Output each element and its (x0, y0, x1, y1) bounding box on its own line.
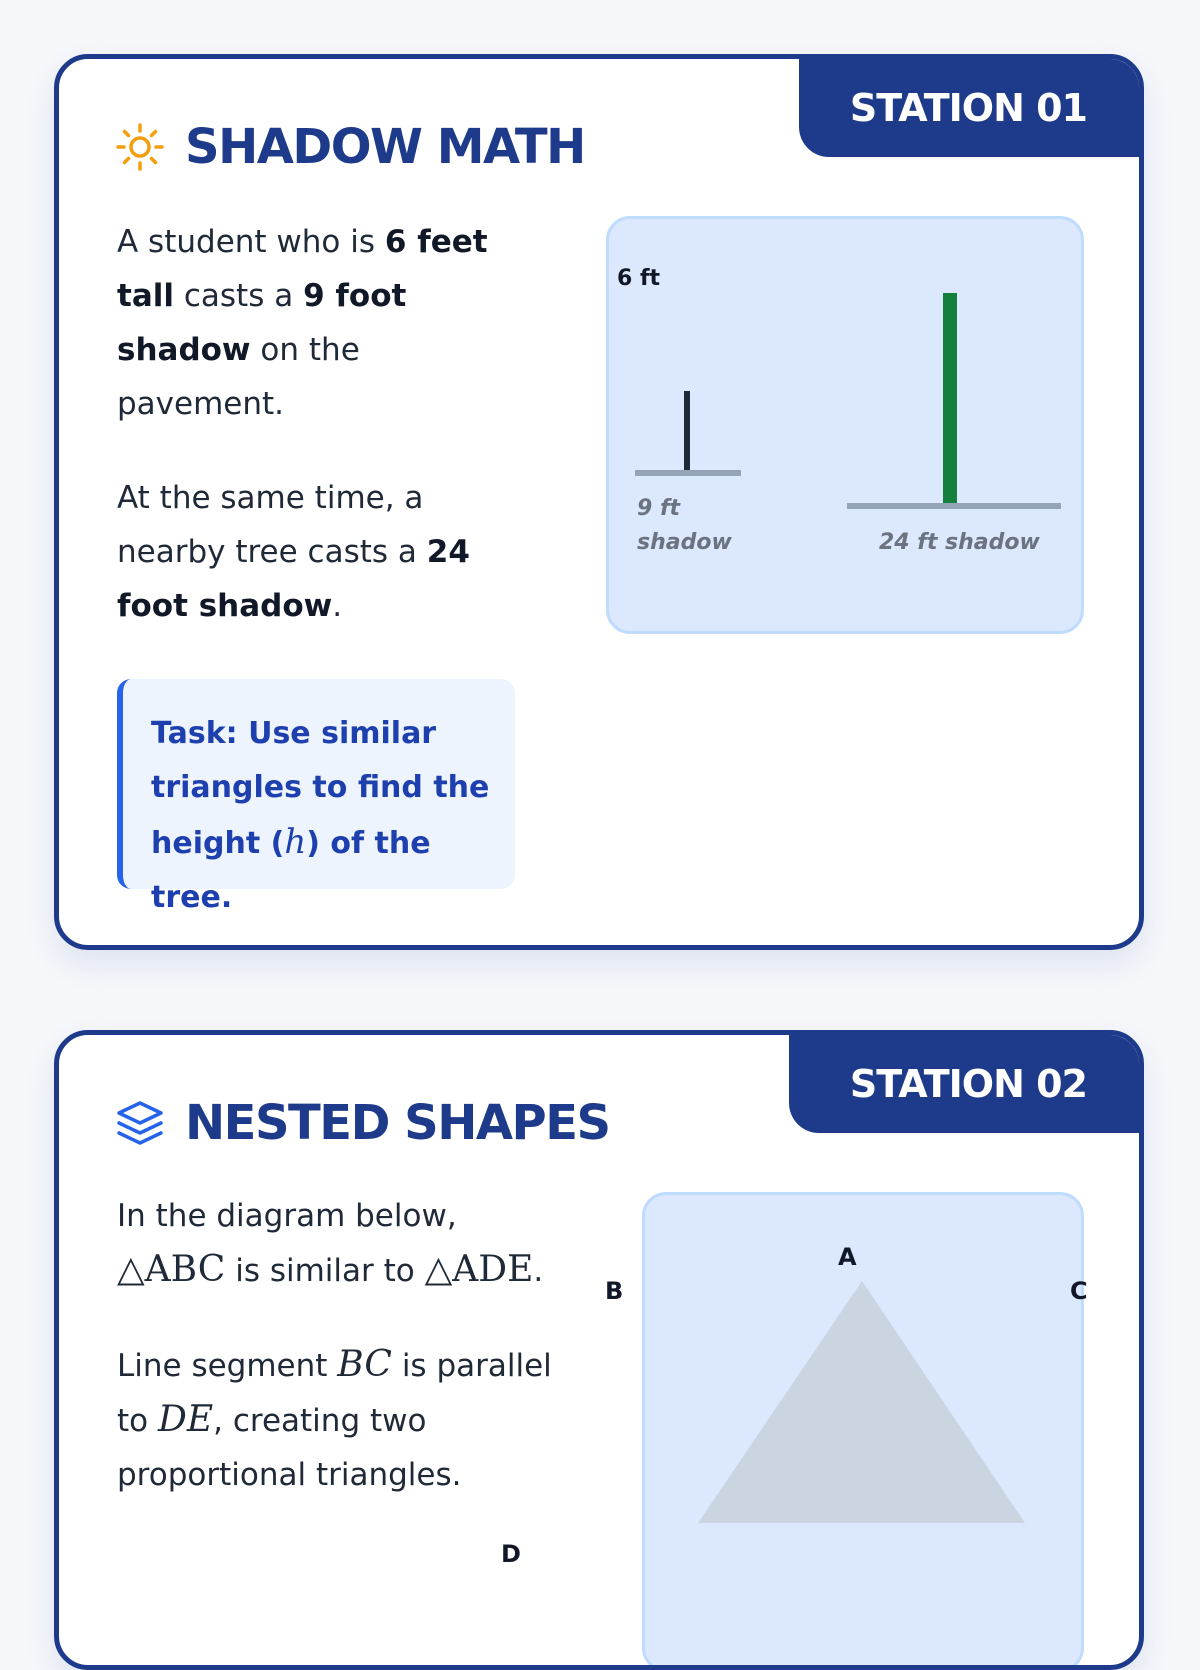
shadow-diagram (606, 216, 1084, 634)
vertex-label-a: A (838, 1243, 857, 1271)
text-run: , creating two proportional triangles. (117, 1403, 462, 1493)
card-title (115, 119, 585, 175)
math-segment-bc: BC (337, 1344, 392, 1385)
problem-text (117, 1189, 557, 1542)
text-run: on the pavement. (117, 332, 360, 422)
text-run: . (533, 1253, 544, 1289)
text-run: . (332, 588, 343, 624)
math-triangle-abc: △ABC (117, 1249, 226, 1290)
student-shadow-label-2: shadow (637, 530, 732, 555)
text-run: is parallel to (117, 1348, 552, 1439)
emphasis-tree-shadow: 24 foot shadow (117, 534, 470, 624)
tree-shadow-label: 24 ft shadow (879, 530, 1040, 555)
title-text: NESTED SHAPES (185, 1095, 610, 1151)
vertex-label-c: C (1070, 1277, 1088, 1305)
problem-paragraph-2 (117, 471, 497, 633)
text-run: A student who is (117, 224, 385, 260)
task-text: Task: Use similar triangles to find the height ( (151, 716, 490, 861)
text-run: Line segment (117, 1348, 338, 1384)
layers-icon (115, 1098, 165, 1148)
vertex-label-d: D (501, 1540, 521, 1568)
student-height-label: 6 ft (617, 266, 661, 291)
math-segment-de: DE (157, 1399, 214, 1440)
task-callout (117, 679, 515, 915)
text-run: At the same time, a nearby tree casts a (117, 480, 427, 570)
emphasis-student-shadow: 9 foot shadow (117, 278, 407, 368)
text-run: In the diagram below, (117, 1198, 457, 1234)
nested-triangle-diagram (642, 1192, 1084, 1670)
math-triangle-ade: △ADE (424, 1249, 534, 1290)
card-title (115, 1095, 610, 1151)
problem-paragraph-1 (117, 1189, 557, 1298)
student-shadow-label: 9 ft (637, 496, 681, 521)
text-run: casts a (174, 278, 304, 314)
problem-paragraph-2 (117, 1338, 557, 1502)
tree-ground-line (847, 503, 1061, 509)
text-run: is similar to (225, 1253, 425, 1289)
task-text: ) of the tree. (151, 826, 431, 915)
station-02-card (54, 1030, 1144, 1670)
problem-paragraph-1 (117, 215, 497, 431)
station-01-card (54, 54, 1144, 950)
problem-text (117, 215, 497, 673)
station-tab: STATION 02 (789, 1035, 1139, 1133)
math-variable-h: h (284, 822, 307, 862)
tree-pole (943, 293, 957, 505)
emphasis-student-height: 6 feet tall (117, 224, 488, 314)
title-text: SHADOW MATH (185, 119, 585, 175)
sun-icon (115, 122, 165, 172)
student-pole (684, 391, 690, 471)
student-ground-line (635, 470, 741, 476)
vertex-label-b: B (605, 1277, 624, 1305)
station-tab: STATION 01 (799, 59, 1139, 157)
triangle-abc (698, 1281, 1025, 1523)
